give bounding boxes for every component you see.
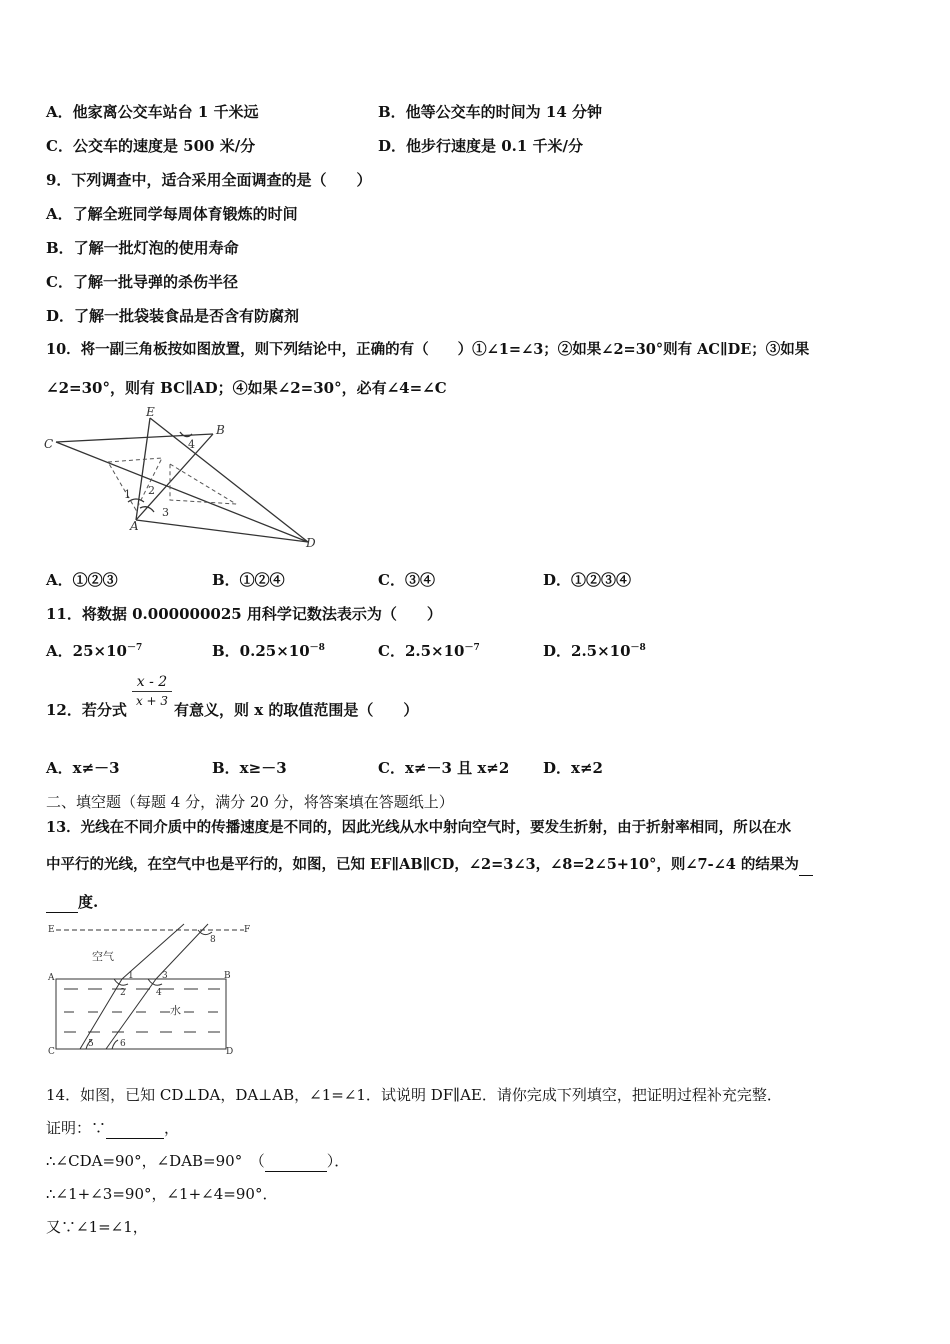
q10-line-ad [136,520,308,542]
q13-label-e: E [48,925,55,935]
q8-option-a: A．他家离公交车站台 1 千米远 [46,103,259,121]
q10-option-b: B．①②④ [212,571,285,589]
q10-line-cd [56,442,308,542]
section-2-heading: 二、填空题（每题 4 分，满分 20 分，将答案填在答题纸上） [46,793,454,811]
q13-label-a: A [48,973,55,983]
q10-option-d: D．①②③④ [543,571,632,589]
q8-option-d: D．他步行速度是 0.1 千米/分 [378,137,584,155]
q13-angle-2: 2 [120,988,126,998]
q13-angle-5: 5 [88,1039,94,1049]
q14-proof-start: 证明：∵ ， [46,1119,180,1137]
q12-suffix: 有意义，则 x 的取值范围是（ ） [174,701,419,719]
q13-angle-6: 6 [120,1039,126,1049]
q13-line3: 度. [46,892,98,913]
q9-option-b: B．了解一批灯泡的使用寿命 [46,239,239,257]
q9-stem: 9．下列调查中，适合采用全面调查的是（ ） [46,171,372,189]
q14-proof-line3: ∴∠1+∠3=90°，∠1+∠4=90°． [46,1185,278,1203]
q9-option-d: D．了解一批袋装食品是否含有防腐剂 [46,307,300,325]
q11-option-d: D．$2.5\times 10^{-8}$ [543,642,646,660]
q12-option-b: B．x≥－3 [212,759,287,777]
q13-angle-3: 3 [162,971,168,981]
q8-option-c: C．公交车的速度是 500 米/分 [46,137,256,155]
q13-refraction-figure [44,922,254,1058]
q13-angle-8: 8 [210,935,216,945]
q13-label-water: 水 [170,1004,181,1017]
q12-option-c: C．x≠－3 且 x≠2 [378,759,510,777]
q10-option-c: C．③④ [378,571,435,589]
q8-option-b: B．他等公交车的时间为 14 分钟 [378,103,602,121]
q13-angle-1: 1 [128,971,134,981]
q11-option-b: B．$0.25\times 10^{-8}$ [212,642,325,660]
q13-label-c: C [48,1047,55,1057]
q10-angle-3: 3 [162,506,169,519]
q13-label-f: F [244,925,251,935]
q10-line-ed [150,418,308,542]
q13-line1: 13．光线在不同介质中的传播速度是不同的，因此光线从水中射向空气时，要发生折射，由于折射率相同，所以在水 [46,819,792,836]
q10-stem-line2: ∠2=30°，则有 BC∥AD；④如果∠2=30°，必有∠4=∠C [46,379,447,397]
q10-label-e: E [146,405,155,419]
q14-proof-line4: 又∵∠1=∠1， [46,1218,148,1236]
q10-option-a: A．①②③ [46,571,118,589]
q13-line2: 中平行的光线，在空气中也是平行的，如图，已知 EF∥AB∥CD，∠2=3∠3，∠8=2∠5+10°，则∠7-∠4 的结果为 [46,855,813,876]
q10-angle-4: 4 [188,438,195,451]
q12-option-d: D．x≠2 [543,759,603,777]
q10-stem-line1: 10．将一副三角板按如图放置，则下列结论中，正确的有（ ）①∠1=∠3；②如果∠2=30°则有 AC∥DE；③如果 [46,341,810,358]
q13-label-b: B [224,971,231,981]
q10-label-a: A [130,519,139,533]
q11-stem: 11．将数据 0.000000025 用科学记数法表示为（ ） [46,605,442,623]
q12-denominator: x + 3 [135,694,169,708]
q10-label-b: B [216,423,225,437]
q14-stem: 14．如图，已知 CD⊥DA，DA⊥AB，∠1=∠1．试说明 DF∥AE．请你完成下列填空，把证明过程补充完整． [46,1086,782,1104]
q12-fraction [132,674,172,708]
q13-label-d: D [226,1047,234,1057]
q12-prefix: 12．若分式 [46,701,127,719]
q11-option-a: A．$25\times 10^{-7}$ [46,642,143,660]
q11-option-c: C．$2.5\times 10^{-7}$ [378,642,480,660]
q10-triangle-figure [40,404,330,554]
q12-numerator: x - 2 [132,674,172,692]
q10-angle-1: 1 [124,488,131,501]
q13-angle-4: 4 [156,988,162,998]
q10-angle-2: 2 [148,484,155,497]
q10-label-c: C [44,437,54,451]
q13-label-air: 空气 [92,950,114,963]
q12-option-a: A．x≠－3 [46,759,120,777]
q10-label-d: D [306,536,316,550]
q9-option-c: C．了解一批导弹的杀伤半径 [46,273,238,291]
q14-proof-line2: ∴∠CDA=90°，∠DAB=90° （ ）． [46,1152,350,1170]
q9-option-a: A．了解全班同学每周体育锻炼的时间 [46,205,298,223]
